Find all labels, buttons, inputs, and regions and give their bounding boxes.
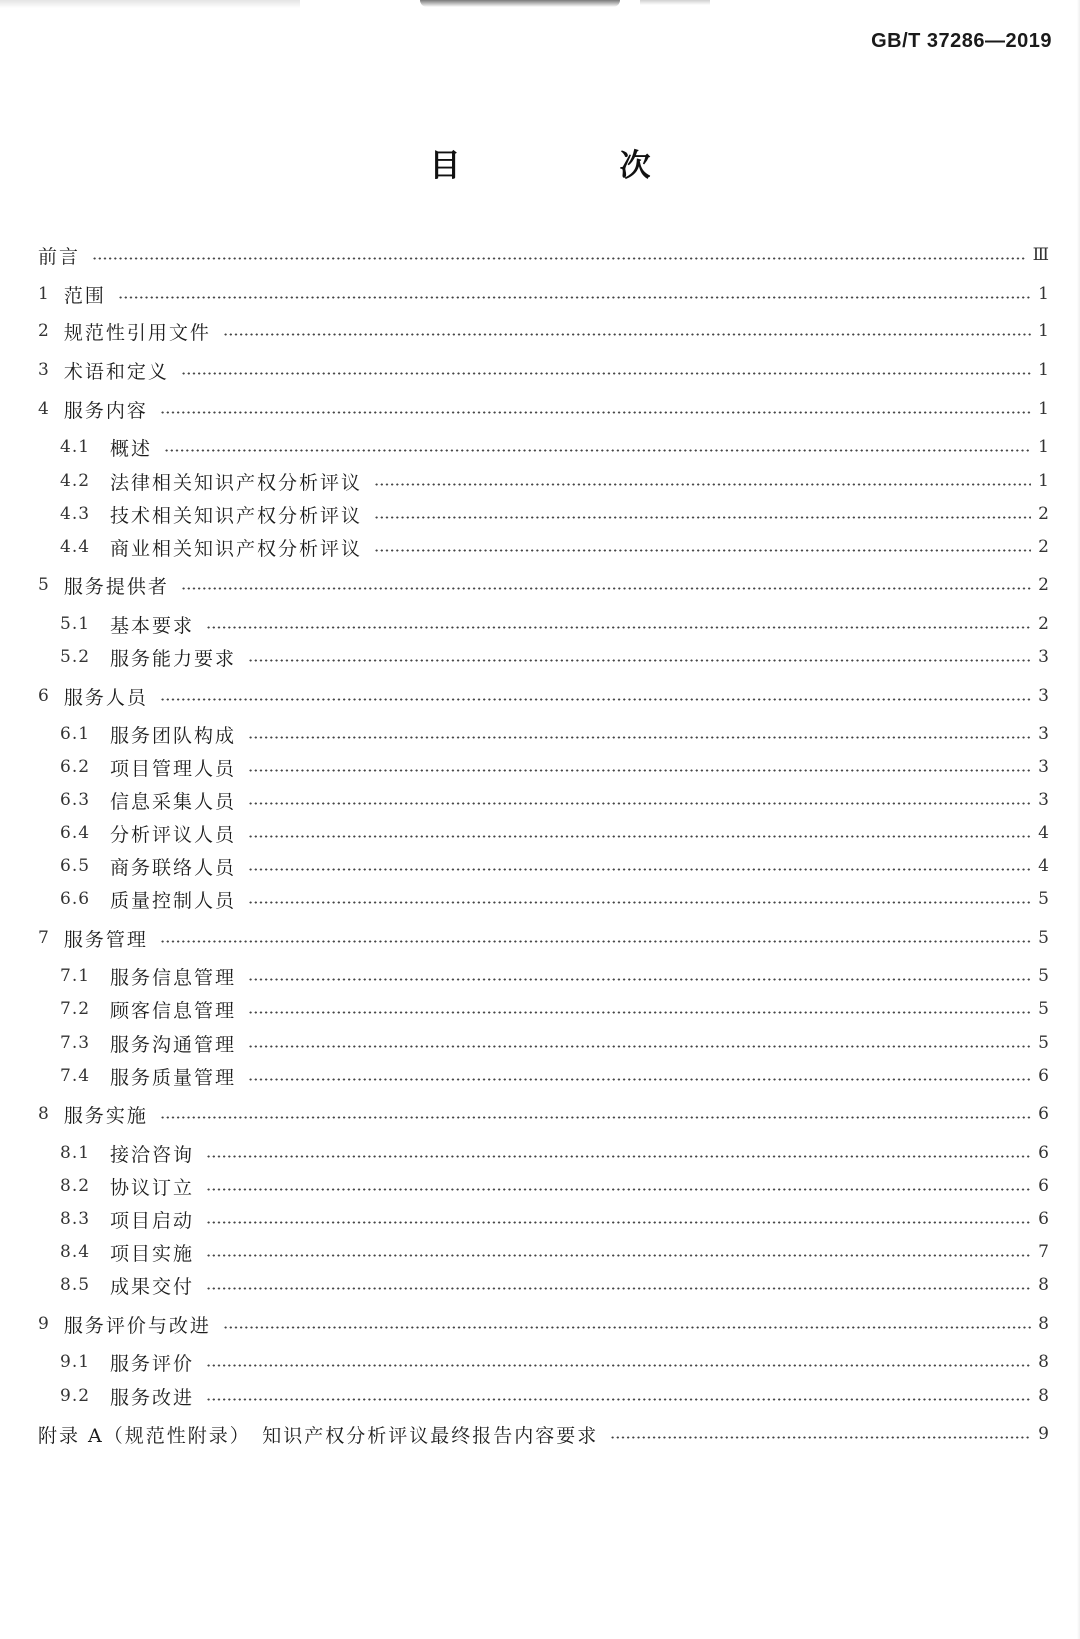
dot-leader	[248, 901, 1031, 904]
toc-entry-number: 4.2	[60, 471, 91, 491]
dot-leader	[118, 296, 1031, 299]
toc-entry[interactable]	[60, 1172, 1049, 1200]
toc-entry-page: 5	[1038, 999, 1049, 1019]
dot-leader	[181, 372, 1031, 375]
toc-entry-page: 4	[1038, 856, 1049, 876]
toc-entry-number: 4.1	[60, 437, 91, 457]
dot-leader	[248, 835, 1031, 838]
toc-entry-number: 7.3	[60, 1033, 91, 1053]
toc-entry-label: 分析评议人员	[110, 823, 237, 846]
dot-leader	[610, 1436, 1031, 1439]
toc-entry-label: 服务沟通管理	[110, 1033, 237, 1056]
toc-entry-number: 5	[38, 575, 50, 595]
toc-entry[interactable]	[38, 395, 1049, 423]
toc-entry-number: 5.2	[60, 647, 91, 667]
toc-entry-label: 服务提供者	[63, 575, 169, 598]
dot-leader	[248, 868, 1031, 871]
toc-entry[interactable]	[38, 1100, 1049, 1128]
toc-entry-label: 协议订立	[110, 1176, 195, 1199]
toc-entry-label: 服务实施	[63, 1104, 148, 1127]
dot-leader	[160, 1116, 1031, 1119]
scan-artifact	[640, 0, 710, 5]
toc-entry-label: 商业相关知识产权分析评议	[110, 537, 363, 560]
toc-entry-number: 8.3	[60, 1209, 91, 1229]
toc-entry-page: 1	[1038, 284, 1049, 304]
toc-entry-label: 服务评价	[110, 1352, 195, 1375]
toc-entry-page: 1	[1038, 471, 1049, 491]
toc-entry-page: 2	[1038, 614, 1049, 634]
toc-entry-label: 顾客信息管理	[110, 999, 237, 1022]
toc-entry-number: 5.1	[60, 614, 91, 634]
toc-entry-number: 4.3	[60, 504, 91, 524]
toc-entry[interactable]	[38, 280, 1049, 308]
toc-entry-label: 法律相关知识产权分析评议	[110, 471, 363, 494]
dot-leader	[374, 483, 1031, 486]
toc-entry-number: 6.6	[60, 889, 91, 909]
toc-entry-page: 8	[1038, 1352, 1049, 1372]
toc-entry-number: 9	[38, 1314, 50, 1334]
toc-entry-label: 服务管理	[63, 928, 148, 951]
dot-leader	[206, 1398, 1031, 1401]
toc-entry[interactable]	[60, 1205, 1049, 1233]
toc-entry[interactable]	[38, 241, 1049, 269]
toc-entry-page: 2	[1038, 504, 1049, 524]
toc-entry-page: Ⅲ	[1032, 245, 1049, 265]
toc-entry-page: 9	[1038, 1424, 1049, 1444]
toc-entry[interactable]	[60, 467, 1049, 495]
toc-entry[interactable]	[60, 753, 1049, 781]
toc-entry[interactable]	[60, 885, 1049, 913]
toc-entry-page: 5	[1038, 966, 1049, 986]
standard-code: GB/T 37286—2019	[871, 30, 1052, 52]
toc-entry-number: 2	[38, 321, 50, 341]
toc-entry[interactable]	[60, 500, 1049, 528]
toc-entry-number: 8	[38, 1104, 50, 1124]
toc-entry-label: 信息采集人员	[110, 790, 237, 813]
toc-entry-label: 项目实施	[110, 1242, 195, 1265]
toc-entry-number: 7	[38, 928, 50, 948]
toc-entry[interactable]	[60, 786, 1049, 814]
toc-entry-number: 8.4	[60, 1242, 91, 1262]
dot-leader	[206, 1188, 1031, 1191]
dot-leader	[206, 1364, 1031, 1367]
toc-entry-page: 3	[1038, 724, 1049, 744]
dot-leader	[206, 1221, 1031, 1224]
toc-entry-number: 6.2	[60, 757, 91, 777]
page-title: 目 次	[429, 148, 715, 184]
toc-entry[interactable]	[38, 924, 1049, 952]
dot-leader	[248, 769, 1031, 772]
toc-entry-page: 2	[1038, 537, 1049, 557]
toc-entry-label: 附录 A（规范性附录） 知识产权分析评议最终报告内容要求	[38, 1424, 599, 1447]
toc-entry-label: 质量控制人员	[110, 889, 237, 912]
toc-entry-page: 5	[1038, 1033, 1049, 1053]
toc-entry-page: 4	[1038, 823, 1049, 843]
toc-entry-number: 4	[38, 399, 50, 419]
toc-entry-label: 服务能力要求	[110, 647, 237, 670]
toc-entry-page: 8	[1038, 1275, 1049, 1295]
dot-leader	[160, 698, 1031, 701]
toc-entry-number: 6.4	[60, 823, 91, 843]
dot-leader	[181, 587, 1031, 590]
toc-entry-number: 9.2	[60, 1386, 91, 1406]
toc-entry[interactable]	[38, 682, 1049, 710]
dot-leader	[374, 516, 1031, 519]
dot-leader	[164, 449, 1031, 452]
toc-entry-number: 7.2	[60, 999, 91, 1019]
toc-entry[interactable]	[60, 643, 1049, 671]
toc-entry-page: 5	[1038, 928, 1049, 948]
dot-leader	[223, 333, 1031, 336]
toc-entry-number: 7.1	[60, 966, 91, 986]
toc-entry-number: 6.5	[60, 856, 91, 876]
dot-leader	[206, 1287, 1031, 1290]
toc-entry-page: 1	[1038, 399, 1049, 419]
toc-entry[interactable]	[60, 995, 1049, 1023]
toc-entry-number: 8.1	[60, 1143, 91, 1163]
dot-leader	[160, 940, 1031, 943]
toc-entry-label: 成果交付	[110, 1275, 195, 1298]
toc-entry[interactable]	[60, 852, 1049, 880]
scan-artifact	[420, 0, 620, 7]
toc-entry-label: 接洽咨询	[110, 1143, 195, 1166]
toc-entry-label: 服务人员	[63, 686, 148, 709]
dot-leader	[248, 1078, 1031, 1081]
toc-entry[interactable]	[38, 317, 1049, 345]
toc-entry[interactable]	[38, 1310, 1049, 1338]
toc-entry[interactable]	[60, 1062, 1049, 1090]
toc-entry-label: 服务评价与改进	[63, 1314, 211, 1337]
toc-entry[interactable]	[60, 1382, 1049, 1410]
toc-entry[interactable]	[60, 1238, 1049, 1266]
toc-entry-label: 项目启动	[110, 1209, 195, 1232]
toc-entry-number: 8.2	[60, 1176, 91, 1196]
toc-entry[interactable]	[60, 1139, 1049, 1167]
toc-entry-page: 6	[1038, 1104, 1049, 1124]
toc-entry-label: 商务联络人员	[110, 856, 237, 879]
toc-entry-label: 基本要求	[110, 614, 195, 637]
toc-entry[interactable]	[60, 610, 1049, 638]
toc-entry-page: 6	[1038, 1209, 1049, 1229]
toc-entry[interactable]	[60, 962, 1049, 990]
toc-entry-number: 6	[38, 686, 50, 706]
dot-leader	[248, 659, 1031, 662]
toc-entry-label: 服务信息管理	[110, 966, 237, 989]
dot-leader	[248, 1011, 1031, 1014]
toc-entry-label: 术语和定义	[63, 360, 169, 383]
toc-entry-page: 1	[1038, 437, 1049, 457]
toc-entry-number: 6.3	[60, 790, 91, 810]
toc-entry[interactable]	[60, 1271, 1049, 1299]
toc-entry[interactable]	[60, 433, 1049, 461]
dot-leader	[248, 1045, 1031, 1048]
dot-leader	[206, 1155, 1031, 1158]
toc-entry-number: 8.5	[60, 1275, 91, 1295]
dot-leader	[248, 736, 1031, 739]
dot-leader	[223, 1326, 1031, 1329]
toc-entry-number: 3	[38, 360, 50, 380]
toc-entry-page: 8	[1038, 1386, 1049, 1406]
toc-entry-label: 规范性引用文件	[63, 321, 211, 344]
toc-entry-page: 3	[1038, 790, 1049, 810]
toc-entry-page: 3	[1038, 686, 1049, 706]
toc-entry-label: 技术相关知识产权分析评议	[110, 504, 363, 527]
toc-entry-page: 1	[1038, 360, 1049, 380]
toc-entry-number: 6.1	[60, 724, 91, 744]
toc-entry[interactable]	[60, 1029, 1049, 1057]
toc-entry-label: 概述	[110, 437, 153, 460]
toc-entry-number: 4.4	[60, 537, 91, 557]
toc-entry-page: 5	[1038, 889, 1049, 909]
dot-leader	[160, 411, 1031, 414]
toc-entry-label: 服务质量管理	[110, 1066, 237, 1089]
dot-leader	[206, 626, 1031, 629]
toc-entry-page: 3	[1038, 757, 1049, 777]
toc-entry[interactable]	[38, 571, 1049, 599]
toc-entry[interactable]	[38, 1420, 1049, 1448]
toc-entry-label: 服务改进	[110, 1386, 195, 1409]
dot-leader	[248, 978, 1031, 981]
toc-entry-page: 6	[1038, 1176, 1049, 1196]
toc-entry-page: 1	[1038, 321, 1049, 341]
toc-entry-page: 6	[1038, 1143, 1049, 1163]
dot-leader	[92, 257, 1027, 260]
toc-entry[interactable]	[60, 1348, 1049, 1376]
scan-artifact	[0, 0, 300, 8]
toc-entry-number: 7.4	[60, 1066, 91, 1086]
dot-leader	[206, 1254, 1031, 1257]
toc-entry-label: 项目管理人员	[110, 757, 237, 780]
toc-entry-number: 1	[38, 284, 50, 304]
dot-leader	[374, 549, 1031, 552]
toc-entry-number: 9.1	[60, 1352, 91, 1372]
toc-entry-label: 范围	[63, 284, 106, 307]
dot-leader	[248, 802, 1031, 805]
toc-entry-page: 3	[1038, 647, 1049, 667]
toc-entry-page: 7	[1038, 1242, 1049, 1262]
toc-entry-label: 服务内容	[63, 399, 148, 422]
toc-entry[interactable]	[60, 819, 1049, 847]
toc-entry[interactable]	[60, 533, 1049, 561]
toc-entry-page: 6	[1038, 1066, 1049, 1086]
toc-entry-label: 前言	[38, 245, 81, 268]
toc-entry-page: 2	[1038, 575, 1049, 595]
toc-entry[interactable]	[60, 720, 1049, 748]
toc-entry-page: 8	[1038, 1314, 1049, 1334]
toc-entry[interactable]	[38, 356, 1049, 384]
toc-entry-label: 服务团队构成	[110, 724, 237, 747]
